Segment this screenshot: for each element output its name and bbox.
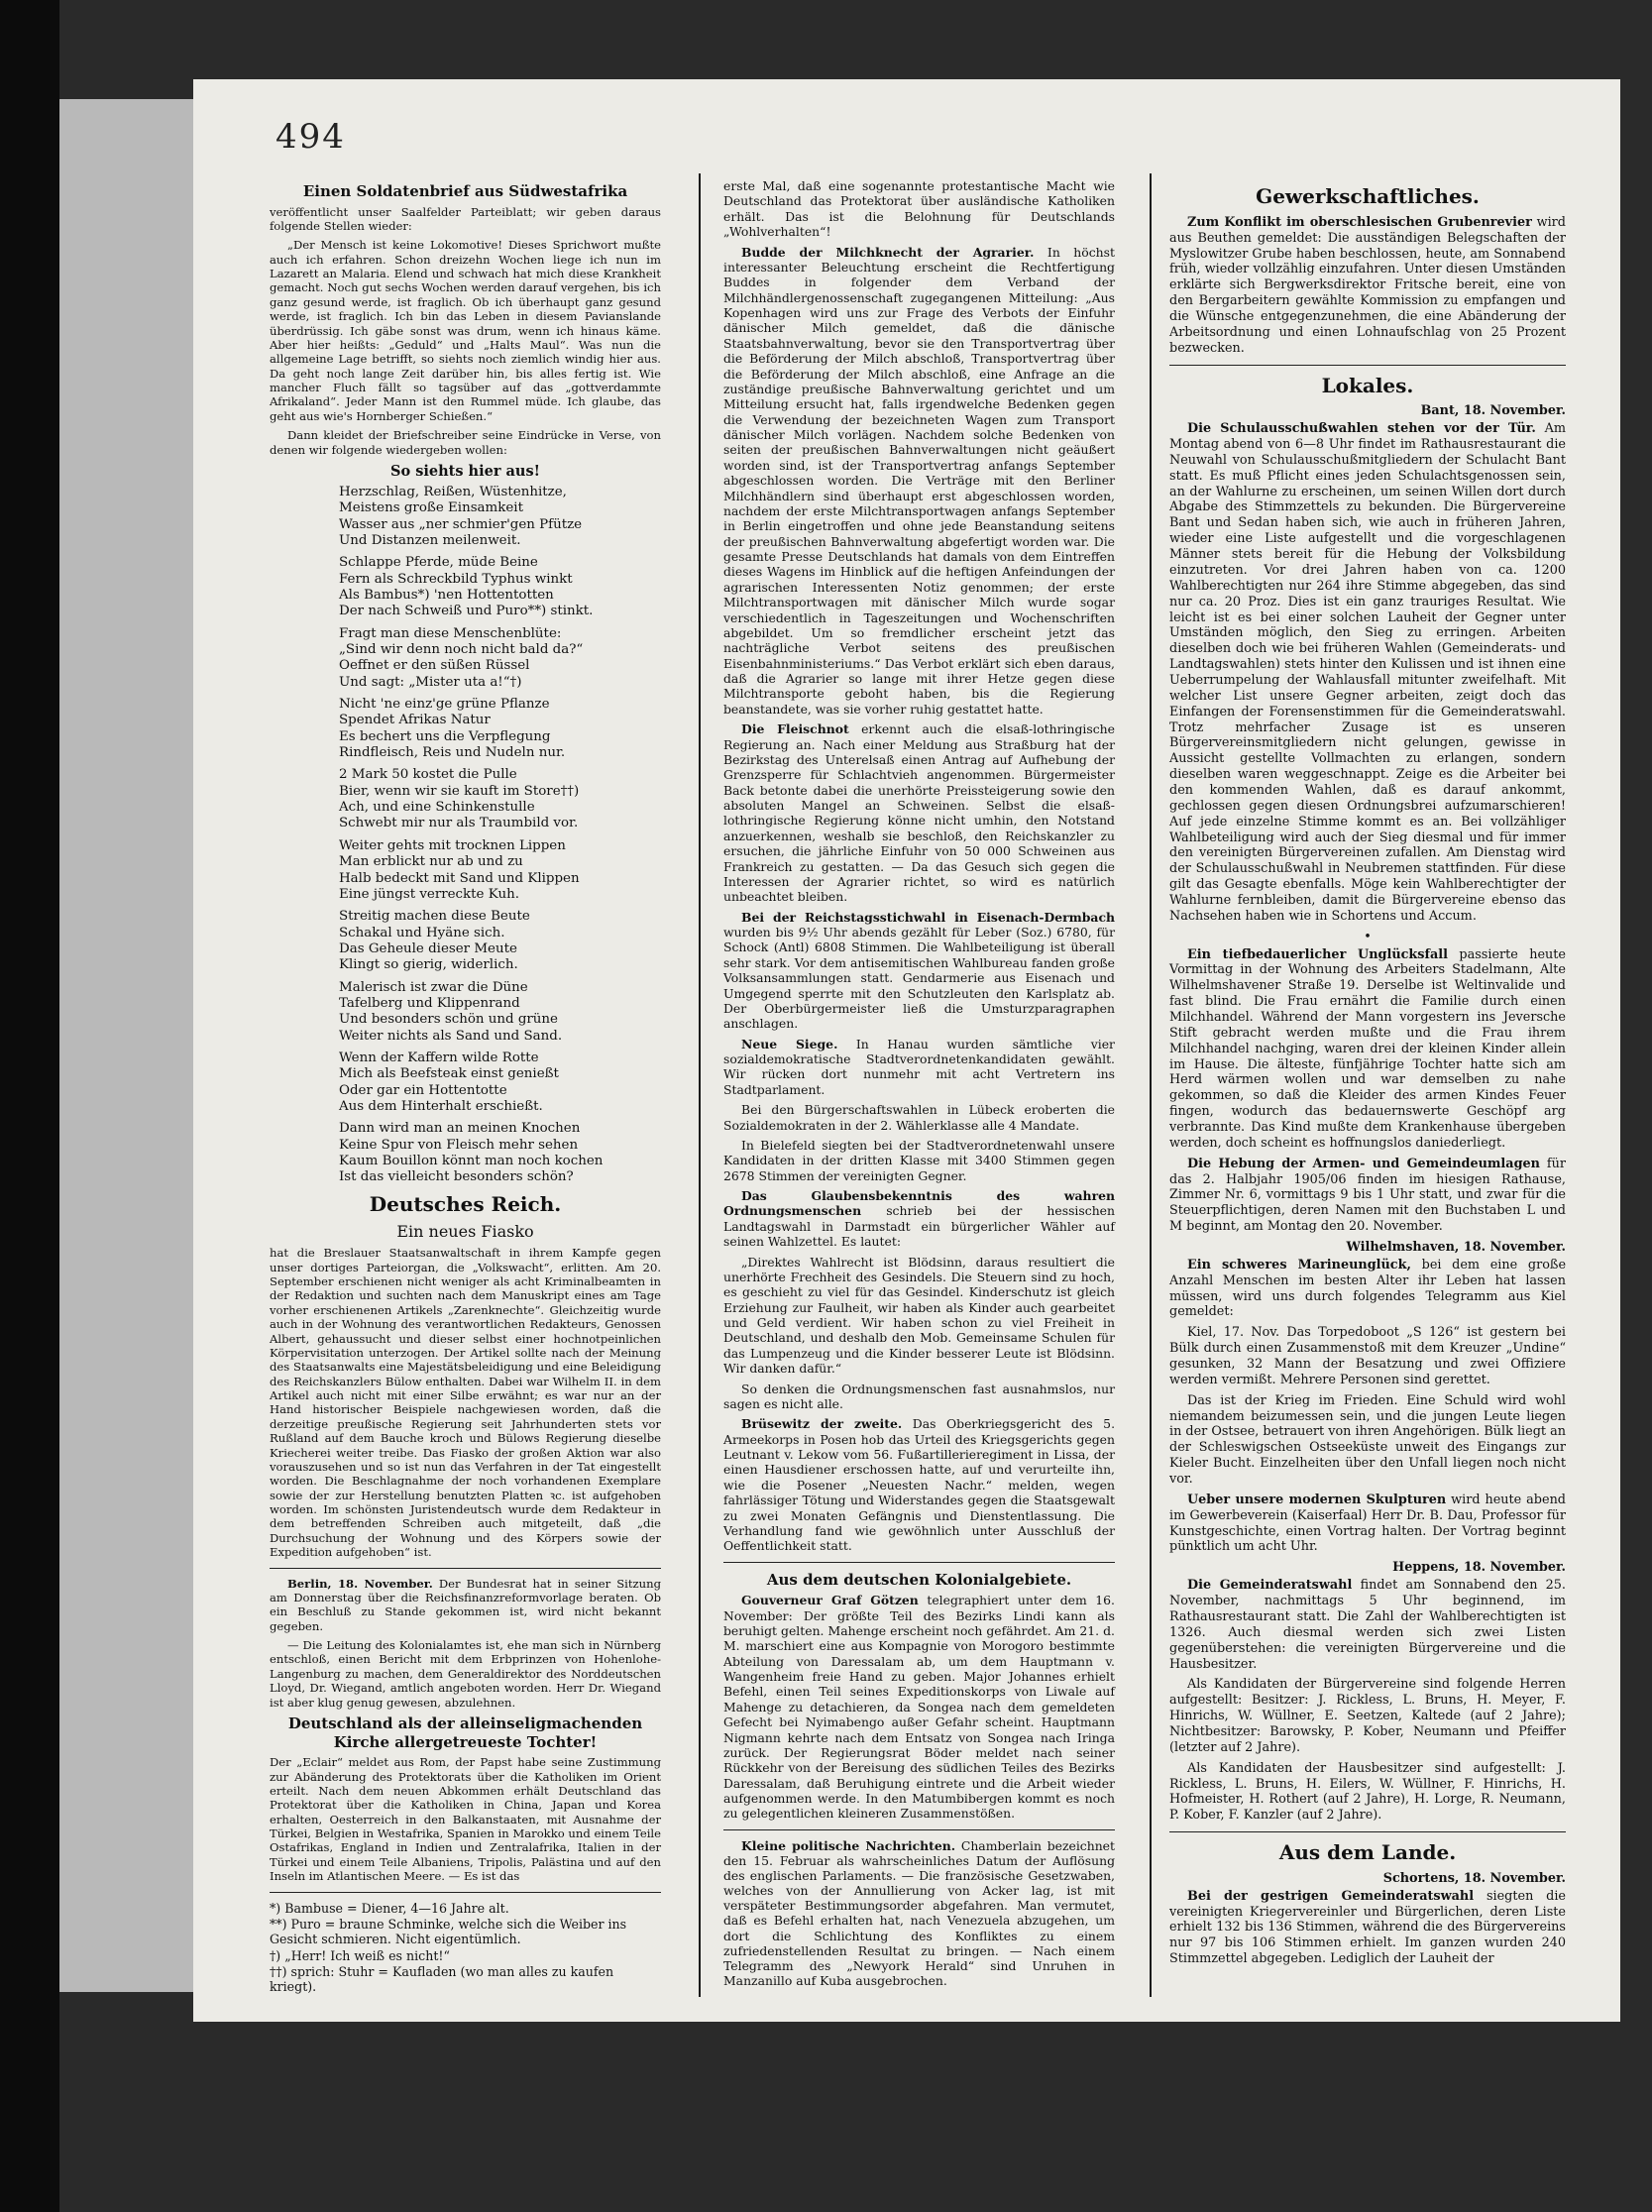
article-paragraph: wurden bis 9½ Uhr abends gezählt für Leber (Soz.) 6780, für Schock (Antl) 6808 Stimmen. Die Wahlbeteiligung ist überall sehr stark. Vor dem antisemitischen Wahlbureau fanden große Volksansammlungen statt. Gendarmerie aus Eisenach und Umgegend sperrte mit den Schutzleuten den Karlsplatz ab. Der Oberbürgermeister ließ die Umsturzparagraphen anschlagen. — [723, 925, 1115, 1032]
footnote: ††) sprich: Stuhr = Kaufladen (wo man alles zu kaufen kriegt). — [270, 1963, 614, 1995]
article-paragraph: — Die Leitung des Kolonialamtes ist, ehe man sich in Nürnberg entschloß, einen Bericht mit dem Erbprinzen von Hohenlohe-Langenburg zu machen, dem Generaldirektor des Norddeutschen Lloyd, Dr. Wiegand, amtlich angeboten worden. Herr Dr. Wiegand ist aber klug genug gewesen, abzulehnen. — [270, 1638, 661, 1710]
page-number: 494 — [275, 117, 346, 157]
article-lead: Gouverneur Graf Götzen — [741, 1593, 919, 1608]
column-rule — [699, 173, 701, 1997]
article-paragraph: Kiel, 17. Nov. Das Torpedoboot „S 126“ ist gestern bei Bülk durch einen Zusammenstoß mit dem Kreuzer „Undine“ gesunken, 32 Mann der Besatzung und zwei Offiziere werden vermißt. Mehrere Personen sind gerettet. — [1169, 1325, 1566, 1387]
article-paragraph: schrieb bei der hessischen Landtagswahl in Darmstadt ein bürgerlicher Wähler auf seinen Wahlzettel. Es lautet: — [723, 1203, 1115, 1250]
section-title: Aus dem deutschen Kolonialgebiete. — [766, 1570, 1072, 1589]
article-lead: Bei der Reichstagsstichwahl in Eisenach-Dermbach — [741, 909, 1115, 925]
article-paragraph: Das Oberkriegsgericht des 5. Armeekorps in Posen hob das Urteil des Kriegsgerichts gegen Leutnant v. Lekow vom 56. Fußartillerieregiment in Lissa, der einen Hausdiener erschossen hatte, auf und verurteilte ihn, wie die Posener „Neuesten Nachr.“ melden, wegen fahrlässiger Tötung und Widerstandes gegen die Staatsgewalt zu zwei Monaten Gefängnis und Dienstentlassung. Die Verhandlung fand wie gewöhnlich unter Ausschluß der Oeffentlichkeit statt. — [723, 1416, 1116, 1554]
separator — [270, 1568, 661, 1569]
article-lead: Neue Siege. — [741, 1036, 838, 1051]
poem-stanza: Herzschlag, Reißen, Wüstenhitze, Meistens große Einsamkeit Wasser aus „ner schmier'gen Pfütze Und Distanzen meilenweit. — [339, 484, 583, 548]
article-paragraph: telegraphiert unter dem 16. November: Der größte Teil des Bezirks Lindi kann als beruhigt gelten. Mahenge erscheint noch gefährdet. Am 21. d. M. marschiert eine aus Kompagnie von Morogoro bestimmte Abteilung von Daressalam ab, um dem Hauptmann v. Wangenheim freie Hand zu geben. Major Johannes erhielt Befehl, einen Teil seines Expeditionskorps von Liwale auf Mahenge zu detachieren, da Songea nach dem gemeldeten Gefecht bei Nyimabengo außer Gefahr scheint. Hauptmann Nigmann kehrte nach dem Entsatz von Songea nach Iringa zurück. Der Regierungsrat Böder meldet nach seiner Rückkehr von der Bereisung des südlichen Teiles des Bezirks Daressalam, daß Beruhigung eintrete und die Arbeit wieder aufgenommen werde. In den Matumbibergen kommt es noch zu gelegentlichen kleineren Zusammenstößen. — [723, 1593, 1115, 1822]
article-paragraph: Der Bundesrat hat in seiner Sitzung am Donnerstag über die Reichsfinanzreformvorlage beraten. Ob ein Beschluß zu Stande gekommen ist, wird nicht bekannt gegeben. — [270, 1576, 662, 1633]
article-lead: Budde der Milchknecht der Agrarier. — [741, 244, 1035, 260]
separator — [723, 1829, 1115, 1830]
poem-stanza: Malerisch ist zwar die Düne Tafelberg und Klippenrand Und besonders schön und grüne Weiter nichts als Sand und Sand. — [339, 979, 563, 1044]
separator — [1169, 1831, 1566, 1832]
article-paragraph: für das 2. Halbjahr 1905/06 finden im hiesigen Rathause, Zimmer Nr. 6, vormittags 9 bis 1 Uhr statt, und zwar für die Steuerpflichtigen, deren Namen mit den Buchstaben L und M beginnt, am Montag den 20. November. — [1169, 1156, 1566, 1235]
section-title: Gewerkschaftliches. — [1256, 184, 1480, 208]
article-paragraph: veröffentlicht unser Saalfelder Parteiblatt; wir geben daraus folgende Stellen wieder: — [270, 204, 661, 233]
article-paragraph: erkennt auch die elsaß-lothringische Regierung an. Nach einer Meldung aus Straßburg hat der Bezirkstag des Unterelsaß einen Antrag auf Aufhebung der Grenzsperre für Schlachtvieh angenommen. Bürgermeister Back betonte dabei die unerhörte Preissteigerung sowie den absoluten Mangel an Schweinen. Selbst die elsaß-lothringische Regierung könne nicht umhin, den Notstand anzuerkennen, weshalb sie beschloß, den Reichskanzler zu ersuchen, die jährliche Einfuhr von 50 000 Schweinen aus Frankreich zu gestatten. — Da das Gesuch sich gegen die Interessen der Agrarier richtet, so wird es natürlich unbeachtet bleiben. — [723, 721, 1115, 905]
poem-stanza: Fragt man diese Menschenblüte: „Sind wir denn noch nicht bald da?“ Oeffnet er den süßen Rüssel Und sagt: „Mister uta a!“†) — [339, 625, 584, 690]
poem-stanza: Wenn der Kaffern wilde Rotte Mich als Beefsteak einst genießt Oder gar ein Hottentotte Aus dem Hinterhalt erschießt. — [339, 1050, 559, 1114]
column-2 — [723, 178, 1115, 1993]
article-paragraph: Dann kleidet der Briefschreiber seine Eindrücke in Verse, von denen wir folgende wiedergeben wollen: — [270, 428, 661, 457]
article-lead: Die Hebung der Armen- und Gemeindeumlagen — [1187, 1156, 1540, 1171]
article-paragraph: Das ist der Krieg im Frieden. Eine Schuld wird wohl niemandem beizumessen sein, und die jungen Leute liegen in der Ostsee, betrauert von ihren Angehörigen. Bülk liegt an der Schleswigschen Ostseeküste unweit des Eingangs zur Kieler Bucht. Einzelheiten über den Unfall liegen noch nicht vor. — [1169, 1392, 1566, 1488]
separator — [270, 1892, 661, 1893]
article-paragraph: In höchst interessanter Beleuchtung erscheint die Rechtfertigung Buddes in folgender dem Verband der Milchhändlergenossenschaft zugegangenen Mitteilung: „Aus Kopenhagen wird uns zur Frage des Verbots der Einfuhr dänischer Milch gemeldet, daß die dänische Staatsbahnverwaltung, bevor sie den Transportvertrag über die Beförderung der Milch abschloß, Transportvertrag über die Beförderung der Milch abschloß, eine Anfrage an die zuständige preußische Bahnverwaltung gerichtet und um Mitteilung ersucht hat, falls irgendwelche Bedenken gegen die Verwendung der bezeichneten Wagen zum Transport dänischer Milch vorlägen. Nachdem solche Bedenken von seiten der preußischen Bahnverwaltungen nicht geäußert worden sind, ist der Transportvertrag anfangs September abgeschlossen worden. Die Verträge mit den Berliner Milchhändlern sind überhaupt erst abgeschlossen worden, nachdem der erste Milchtransportwagen anfangs September in Berlin eingetroffen und ohne jede Beanstandung seitens der preußischen Bahnverwaltung abgefertigt worden war. Die gesamte Presse Deutschlands hat damals von dem Eintreffen dieses Wagens im Hinblick auf die heftigen Anfeindungen der agrarischen Interessenten Notiz genommen; der erste Milchtransportwagen mit dänischer Milch wurde sogar verschiedentlich in Tageszeitungen und Wochenschriften abgebildet. Um so fremdlicher erscheint jetzt das nachträgliche Verbot seitens des preußischen Eisenbahnministeriums.“ Das Verbot erklärt sich eben daraus, daß die Agrarier so lange mit ihrer Hetze gegen diese Milchtransporte geboht haben, bis die Regierung beanstandete, was sie vorher ruhig gestattet hatte. — [723, 244, 1115, 717]
article-paragraph: Chamberlain bezeichnet den 15. Februar als wahrscheinliches Datum der Auflösung des englischen Parlaments. — Die französische Gesetzwaben, welches von der Annullierung von Acker lag, ist mit verspäteter Bestimmungsorder abgefahren. Man vermutet, daß es Befehl erhalten hat, nach Venezuela abzugehen, um dort die Schlichtung des Konfliktes zu einem zufriedenstellenden Resultat zu bringen. — Nach einem Telegramm des „Newyork Herald“ sind Unruhen in Manzanillo auf Kuba ausgebrochen. — [723, 1837, 1115, 1988]
footnote: †) „Herr! Ich weiß es nicht!“ — [270, 1947, 450, 1963]
article-lead: Das Glaubensbekenntnis des wahren Ordnungsmenschen — [723, 1188, 1115, 1219]
article-paragraph: Bei den Bürgerschaftswahlen in Lübeck eroberten die Sozialdemokraten in der 2. Wählerklasse alle 4 Mandate. — [723, 1102, 1115, 1133]
article-paragraph: wird aus Beuthen gemeldet: Die ausständigen Belegschaften der Myslowitzer Grube haben beschlossen, heute, am Sonnabend früh, wieder vollzählig einzufahren. Unter diesen Umständen erklärte sich Bergwerksdirektor Fritsche bereit, eine von den Bergarbeitern gewählte Kommission zu empfangen und die Wünsche entgegenzunehmen, die eine Abänderung der Arbeitsordnung und einen Lohnaufschlag von 25 Prozent bezwecken. — [1169, 214, 1566, 356]
article-paragraph: Als Kandidaten der Bürgervereine sind folgende Herren aufgestellt: Besitzer: J. Rickless, L. Bruns, H. Meyer, F. Hinrichs, W. Wüllner, E. Seetzen, Kaltede (auf 2 Jahre); Nichtbesitzer: Barowsky, P. Kober, Neumann und Pfeiffer (letzter auf 2 Jahre). — [1169, 1677, 1566, 1755]
article-paragraph: hat die Breslauer Staatsanwaltschaft in ihrem Kampfe gegen unser dortiges Parteiorgan, die „Volkswacht“, erlitten. Am 20. September erschienen nicht weniger als acht Kriminalbeamten in der Redaktion und suchten nach dem Manuskript eines am Tage vorher erschienenen Artikels „Zarenknechte“. Gleichzeitig wurde auch in der Wohnung des verantwortlichen Redakteurs, Genossen Albert, gehaussucht und dieser selbst einer hochnotpeinlichen Körpervisitation unterzogen. Der Artikel sollte nach der Meinung des Staatsanwalts eine Majestätsbeleidigung und eine Beleidigung des Reichskanzlers Bülow enthalten. Dabei war Wilhelm II. in dem Artikel auch nicht mit einer Silbe erwähnt; es war nur an der Hand historischer Beispiele nachgewiesen worden, daß die derzeitige preußische Regierung seit Jahrhunderten stets vor Rußland auf dem Bauche kroch und Bülows Regierung dieselbe Kriecherei weiter treibe. Das Fiasko der großen Aktion war also vorauszusehen und so ist nun das Verfahren in der Tat eingestellt worden. Die Beschlagnahme der noch vorhandenen Exemplare sowie der zur Herstellung benutzten Platten ꝛc. ist aufgehoben worden. Im schönsten Juristendeutsch wurde dem Redakteur in dem betreffenden Schreiben auch mitgeteilt, daß „die Durchsuchung der Wohnung und des Körpers sowie der Expedition aufgehoben“ ist. — [270, 1246, 661, 1560]
article-paragraph: siegten die vereinigten Kriegervereinler und Bürgerlichen, deren Liste erhielt 132 bis 136 Stimmen, während die des Bürgervereins nur 97 bis 106 Stimmen erhielt. Im ganzen wurden 240 Stimmzettel abgegeben. Lediglich der Lauheit der — [1169, 1888, 1566, 1967]
article-paragraph: passierte heute Vormittag in der Wohnung des Arbeiters Stadelmann, Alte Wilhelmshavener Straße 19. Derselbe ist Weltinvalide und fast blind. Die Frau ernährt die Familie durch einen Milchhandel. Während der Mann vorgestern ins Jeversche Stift gebracht werden mußte und die Frau ihrem Milchhandel nachging, waren drei der kleinen Kinder allein im Hause. Die älteste, fünfjährige Tochter hatte sich am Herd wärmen wollen und war demselben zu nahe gekommen, so daß die Kleider des armen Kindes Feuer fingen, wodurch das bedauernswerte Geschöpf arg verbrannte. Das Kind mußte dem Krankenhause übergeben werden, doch scheint es hoffnungslos daniederliegt. — [1169, 946, 1566, 1151]
column-rule — [1150, 173, 1152, 1997]
article-paragraph: erste Mal, daß eine sogenannte protestantische Macht wie Deutschland das Protektorat über ausländische Katholiken erhält. Das ist die Belohnung für Deutschlands „Wohlverhalten“! — [723, 178, 1115, 240]
poem-stanza: Dann wird man an meinen Knochen Keine Spur von Fleisch mehr sehen Kaum Bouillon könnt man noch kochen Ist das vielleicht besonders schön? — [339, 1121, 604, 1185]
dateline: Bant, 18. November. — [1420, 403, 1566, 419]
divider-dot: • — [1364, 929, 1372, 944]
column-3 — [1169, 178, 1566, 1972]
section-title: Deutsches Reich. — [369, 1191, 562, 1216]
poem-stanza: Schlappe Pferde, müde Beine Fern als Schreckbild Typhus winkt Als Bambus*) 'nen Hottentotten Der nach Schweiß und Puro**) stinkt. — [339, 555, 594, 619]
article-lead: Berlin, 18. November. — [287, 1576, 433, 1591]
poem-stanza: Nicht 'ne einz'ge grüne Pflanze Spendet Afrikas Natur Es bechert uns die Verpflegung Rindfleisch, Reis und Nudeln nur. — [339, 697, 566, 761]
poem-title: So siehts hier aus! — [390, 462, 540, 480]
article-lead: Die Schulausschußwahlen stehen vor der Tür. — [1187, 421, 1536, 437]
footnote: **) Puro = braune Schminke, welche sich die Weiber ins Gesicht schmieren. Nicht eigentümlich. — [270, 1916, 627, 1947]
book-spine — [0, 0, 59, 2212]
separator — [1169, 365, 1566, 366]
article-lead: Brüsewitz der zweite. — [741, 1416, 903, 1432]
page-edge — [59, 99, 195, 1992]
dateline: Wilhelmshaven, 18. November. — [1346, 1240, 1566, 1256]
article-paragraph: findet am Sonnabend den 25. November, nachmittags 5 Uhr beginnend, im Rathausrestaurant statt. Die Zahl der Wahlberechtigten ist 1326. Auch diesmal werden sich zwei Listen gegenüberstehen: die vereinigten Bürgervereine und die Hausbesitzer. — [1169, 1578, 1566, 1672]
poem-stanza: Streitig machen diese Beute Schakal und Hyäne sich. Das Geheule dieser Meute Klingt so gierig, widerlich. — [339, 909, 530, 973]
article-paragraph: So denken die Ordnungsmenschen fast ausnahmslos, nur sagen es nicht alle. — [723, 1381, 1115, 1411]
article-lead: Ein schweres Marineunglück, — [1187, 1257, 1411, 1272]
dateline: Schortens, 18. November. — [1382, 1870, 1566, 1886]
poem-stanza: 2 Mark 50 kostet die Pulle Bier, wenn wir sie kauft im Store††) Ach, und eine Schinkenstulle Schwebt mir nur als Traumbild vor. — [339, 767, 580, 831]
article-paragraph: In Bielefeld siegten bei der Stadtverordnetenwahl unsere Kandidaten in der dritten Klasse mit 3400 Stimmen gegen 2678 Stimmen der vereinigten Gegner. — [723, 1137, 1115, 1183]
article-title: Einen Soldatenbrief aus Südwestafrika — [302, 182, 628, 200]
article-title: Ein neues Fiasko — [396, 1222, 534, 1242]
column-1 — [270, 178, 661, 1996]
article-lead: Kleine politische Nachrichten. — [741, 1837, 956, 1853]
article-lead: Die Gemeinderatswahl — [1187, 1578, 1353, 1594]
poem — [270, 485, 661, 1186]
footnote: *) Bambuse = Diener, 4—16 Jahre alt. — [270, 1900, 509, 1916]
article-paragraph: „Direktes Wahlrecht ist Blödsinn, daraus resultiert die unerhörte Frechheit des Gesindels. Die Steuern sind zu hoch, es geschieht zu viel für das Gesindel. Kinderschutz ist gleich Erziehung zur Faulheit, wir haben als Kinder auch gearbeitet und Geld verdient. Wir haben schon zu viel Freiheit in Deutschland, und deshalb den Mob. Gemeinsame Schulen für das Lumpenzeug und die Kinder besserer Leute ist Blödsinn. Wir danken dafür.“ — [723, 1254, 1115, 1377]
article-paragraph: Am Montag abend von 6—8 Uhr findet im Rathausrestaurant die Neuwahl von Schulausschußmitgliedern der Schulacht Bant statt. Es muß Pflicht eines jeden Schulachtsgenossen sein, an der Wahlurne zu erscheinen, um seinen Willen dort durch Abgabe des Stimmzettels zu bekunden. Die Bürgervereine Bant und Sedan haben sich, wie auch in früheren Jahren, wieder eine Liste aufgestellt und die vorgeschlagenen Männer stets bereit für die Hebung der Volksbildung einzutreten. Vor drei Jahren haben von ca. 1200 Wahlberechtigten nur 264 ihre Stimme abgegeben, das sind nur ca. 20 Proz. Dies ist ein ganz trauriges Resultat. Wie leicht ist es bei einer solchen Lauheit der Gegner unter Umständen möglich, den Sieg zu erringen. Arbeiten dieselben doch wie bei früheren Wahlen (Gemeinderats- und Landtagswahlen) stets hinter den Kulissen und ist ihnen eine Ueberrumpelung der Wahlausfall mitunter zweifelhaft. Mit welcher List unsere Gegner arbeiten, zeigt doch das Einfangen der Forensenstimmen für die Gemeinderatswahl. Trotz mehrfacher Zusage ist es unseren Bürgervereinsmitgliedern nicht gelungen, gewisse in Aussicht gestellte Vollmachten zu erlangen, sondern dieselben waren weggeschnappt. Zeige es die Arbeiter bei den kommenden Wahlen, daß es darauf ankommt, gechlossen gegen diesen Ordnungsbrei aufzumarschieren! Auf jede einzelne Stimme kommt es an. Bei vollzähliger Wahlbeteiligung wird auch der Sieg diesmal und für immer den vereinigten Bürgervereinen zufallen. Am Dienstag wird der Schulausschußwahl in Neubremen stattfinden. Für diese gilt das Gesagte ebenfalls. Möge kein Wahlberechtigter der Wahlurne fernbleiben, damit die Bürgervereine ebenso das Nachsehen haben wie in Schortens und Accum. — [1169, 421, 1566, 924]
article-paragraph: „Der Mensch ist keine Lokomotive! Dieses Sprichwort mußte auch ich erfahren. Schon dreizehn Wochen liege ich nun im Lazarett an Malaria. Elend und schwach hat mich diese Krankheit gemacht. Noch gut sechs Wochen werden darauf vergehen, bis ich ganz gesund werde, ist fraglich. Ob ich überhaupt ganz gesund werde, ist fraglich. Ich bin das Leben in diesem Pavianslande überdrüssig. Ich gäbe sonst was drum, wenn ich hinaus käme. Aber hier heißts: „Geduld“ und „Halts Maul“. Was nun die allgemeine Lage betrifft, so siehts noch ziemlich windig hier aus. Da geht noch lange Zeit darüber hin, bis alles fertig ist. Wie mancher Fluch fällt so tagsüber auf das „gottverdammte Afrikaland“. Jeder Mann ist den Rummel müde. Ich glaube, das geht aus wie's Hornberger Schießen.“ — [270, 238, 661, 423]
separator — [723, 1562, 1115, 1563]
article-paragraph: Als Kandidaten der Hausbesitzer sind aufgestellt: J. Rickless, L. Bruns, H. Eilers, W. Wüllner, F. Hinrichs, H. Hofmeister, H. Rothert (auf 2 Jahre), H. Lorge, R. Neumann, P. Kober, F. Kanzler (auf 2 Jahre). — [1169, 1760, 1566, 1824]
poem-stanza: Weiter gehts mit trocknen Lippen Man erblickt nur ab und zu Halb bedeckt mit Sand und Klippen Eine jüngst verreckte Kuh. — [339, 837, 580, 902]
article-lead: Bei der gestrigen Gemeinderatswahl — [1187, 1888, 1475, 1904]
dateline: Heppens, 18. November. — [1392, 1560, 1566, 1576]
section-title: Aus dem Lande. — [1278, 1840, 1457, 1865]
article-paragraph: bei dem eine große Anzahl Menschen im besten Alter ihr Leben hat lassen müssen, wird uns durch folgendes Telegramm aus Kiel gemeldet: — [1169, 1257, 1567, 1320]
article-lead: Ueber unsere modernen Skulpturen — [1187, 1492, 1447, 1507]
article-title: Deutschland als der alleinseligmachenden Kirche allergetreueste Tochter! — [287, 1714, 643, 1751]
article-paragraph: wird heute abend im Gewerbeverein (Kaiserfaal) Herr Dr. B. Dau, Professor für Kunstgeschichte, einen Vortrag halten. Der Vortrag beginnt pünktlich um acht Uhr. — [1169, 1492, 1566, 1555]
footnotes — [270, 1901, 661, 1995]
article-paragraph: Der „Eclair“ meldet aus Rom, der Papst habe seine Zustimmung zur Abänderung des Protektorats über die Katholiken im Orient erteilt. Nach dem neuen Abkommen erhält Deutschland das Protektorat über die Katholiken in China, Japan und Korea erhalten, Oesterreich in den Balkanstaaten, mit Ausnahme der Türkei, Belgien in Westafrika, Spanien in Marokko und einem Teile Ostafrikas, England in Indien und Zentralafrika, Italien in der Türkei und einem Teile Albaniens, Tripolis, Palästina und auf den Inseln im Atlantischen Meere. — Es ist das — [270, 1755, 661, 1884]
article-lead: Ein tiefbedauerlicher Unglücksfall — [1187, 946, 1449, 962]
article-paragraph: In Hanau wurden sämtliche vier sozialdemokratische Stadtverordnetenkandidaten gewählt. Wir rücken dort nunmehr mit acht Vertretern ins Stadtparlament. — [723, 1036, 1115, 1097]
section-title: Lokales. — [1321, 373, 1414, 397]
article-lead: Zum Konflikt im oberschlesischen Grubenrevier — [1187, 214, 1532, 230]
article-lead: Die Fleischnot — [741, 721, 849, 737]
